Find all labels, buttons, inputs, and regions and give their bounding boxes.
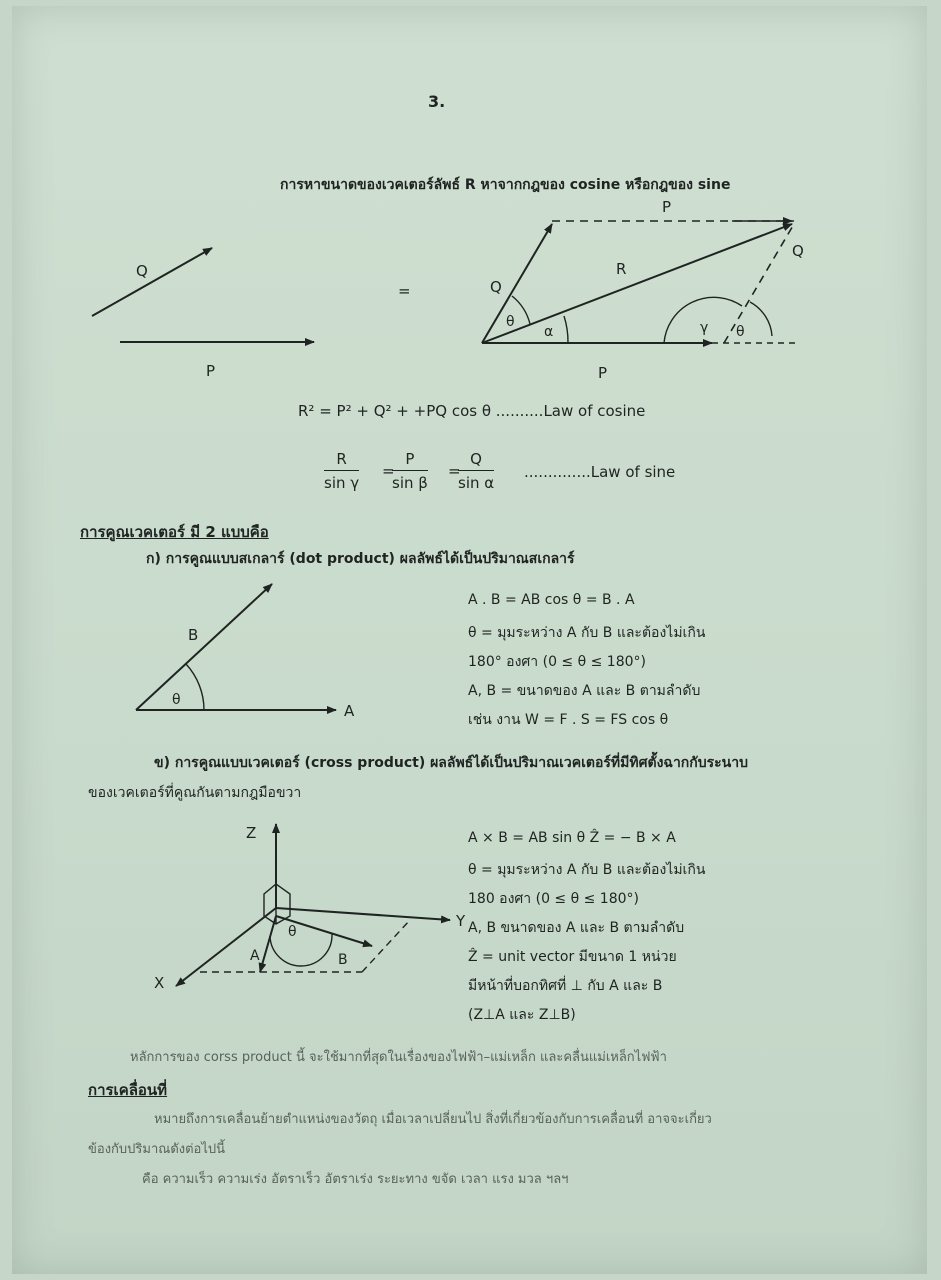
cross-line-1: A × B = AB sin θ Ẑ = − B × A bbox=[468, 830, 676, 846]
frac-q-denominator: sin α bbox=[458, 474, 495, 492]
cross-line-4: A, B ขนาดของ A และ B ตามลำดับ bbox=[468, 920, 685, 936]
label-p-left: P bbox=[206, 362, 216, 380]
label-b-dot: B bbox=[188, 626, 199, 644]
vector-b-dot bbox=[136, 584, 272, 710]
vector-q-left bbox=[92, 248, 212, 316]
dot-line-3: 180° องศา (0 ≤ θ ≤ 180°) bbox=[468, 654, 646, 670]
dot-line-2: θ = มุมระหว่าง A กับ B และต้องไม่เกิน bbox=[468, 625, 706, 641]
cross-line-5: Ẑ = unit vector มีขนาด 1 หน่วย bbox=[468, 949, 677, 965]
arc-theta-cross bbox=[270, 934, 332, 966]
label-q-left: Q bbox=[136, 262, 148, 280]
vector-r bbox=[482, 224, 792, 343]
cross-line-7: (Z⊥A และ Z⊥B) bbox=[468, 1007, 576, 1023]
vector-q-side-dashed bbox=[724, 224, 794, 343]
dot-line-5: เช่น งาน W = F . S = FS cos θ bbox=[468, 712, 669, 728]
sine-equals-2: = bbox=[448, 462, 461, 480]
cosine-law: R² = P² + Q² + +PQ cos θ ..........Law of cosine bbox=[298, 402, 646, 420]
dot-product-figure bbox=[130, 578, 390, 728]
fraction-p-sin-beta bbox=[392, 450, 428, 492]
label-a-dot: A bbox=[344, 702, 355, 720]
cross-line-3: 180 องศา (0 ≤ θ ≤ 180°) bbox=[468, 891, 639, 907]
arc-theta bbox=[512, 296, 530, 324]
axis-x bbox=[176, 908, 276, 986]
arc-theta2 bbox=[750, 302, 772, 336]
label-r: R bbox=[616, 260, 627, 278]
motion-line-2: ข้องกับปริมาณดังต่อไปนี้ bbox=[88, 1142, 226, 1157]
label-q-right: Q bbox=[490, 278, 502, 296]
axis-y bbox=[276, 908, 450, 920]
fraction-q-sin-alpha bbox=[458, 450, 494, 492]
vector-a-cross bbox=[260, 916, 276, 972]
dot-line-4: A, B = ขนาดของ A และ B ตามลำดับ bbox=[468, 683, 701, 699]
vector-addition-figure bbox=[12, 6, 927, 382]
dot-product-title: ก) การคูณแบบสเกลาร์ (dot product) ผลลัพธ์ได้เป็นปริมาณสเกลาร์ bbox=[146, 551, 575, 567]
motion-line-3: คือ ความเร็ว ความเร่ง อัตราเร็ว อัตราเร่ง ระยะทาง ขจัด เวลา แรง มวล ฯลฯ bbox=[142, 1172, 569, 1187]
label-a-cross: A bbox=[250, 948, 260, 964]
document-page bbox=[12, 6, 927, 1274]
cross-product-title-2: ของเวคเตอร์ที่คูณกันตามกฎมือขวา bbox=[88, 785, 302, 801]
label-x: X bbox=[154, 974, 165, 992]
label-y: Y bbox=[456, 912, 466, 930]
label-p-top: P bbox=[662, 198, 672, 216]
label-theta2: θ bbox=[736, 324, 745, 340]
frac-q-numerator: Q bbox=[458, 450, 494, 471]
label-p-bottom: P bbox=[598, 364, 608, 382]
sine-law-label: ..............Law of sine bbox=[524, 463, 676, 481]
section-motion: การเคลื่อนที่ bbox=[88, 1081, 168, 1099]
dot-line-1: A . B = AB cos θ = B . A bbox=[468, 592, 635, 608]
frac-r-denominator: sin γ bbox=[324, 474, 360, 492]
cross-line-2: θ = มุมระหว่าง A กับ B และต้องไม่เกิน bbox=[468, 862, 706, 878]
label-theta: θ bbox=[506, 314, 515, 330]
label-theta-dot: θ bbox=[172, 692, 181, 708]
arc-alpha bbox=[564, 316, 568, 343]
frac-p-denominator: sin β bbox=[392, 474, 428, 492]
label-theta-cross: θ bbox=[288, 924, 297, 940]
frac-p-numerator: P bbox=[392, 450, 428, 471]
fraction-r-sin-gamma bbox=[324, 450, 359, 492]
frac-r-numerator: R bbox=[324, 450, 359, 471]
cross-line-6: มีหน้าที่บอกทิศที่ ⊥ กับ A และ B bbox=[468, 978, 663, 994]
page-number: 3. bbox=[428, 92, 446, 111]
cross-product-note: หลักการของ corss product นี้ จะใช้มากที่สุดในเรื่องของไฟฟ้า–แม่เหล็ก และคลื่นแม่เหล็กไฟฟ้า bbox=[130, 1050, 667, 1065]
cross-product-title-1: ข) การคูณแบบเวคเตอร์ (cross product) ผลลัพธ์ได้เป็นปริมาณเวคเตอร์ที่มีทิศตั้งฉากกับระนาบ bbox=[154, 755, 749, 771]
arc-theta-dot bbox=[186, 664, 204, 710]
label-gamma: γ bbox=[700, 320, 709, 336]
label-alpha: α bbox=[544, 324, 554, 340]
heading-resultant-vector: การหาขนาดของเวคเตอร์ลัพธ์ R หาจากกฎของ cosine หรือกฎของ sine bbox=[280, 177, 731, 193]
motion-line-1: หมายถึงการเคลื่อนย้ายตำแหน่งของวัตถุ เมื่อเวลาเปลี่ยนไป สิ่งที่เกี่ยวข้องกับการเคลื่อนที่ อาจจะเกี่ยว bbox=[154, 1112, 712, 1127]
cross-product-figure bbox=[142, 816, 466, 996]
label-b-cross: B bbox=[338, 952, 348, 968]
sine-equals-1: = bbox=[382, 462, 395, 480]
section-vector-multiplication: การคูณเวคเตอร์ มี 2 แบบคือ bbox=[80, 523, 269, 541]
label-z: Z bbox=[246, 824, 257, 842]
label-q-side: Q bbox=[792, 242, 804, 260]
equals-sign: = bbox=[398, 282, 411, 300]
